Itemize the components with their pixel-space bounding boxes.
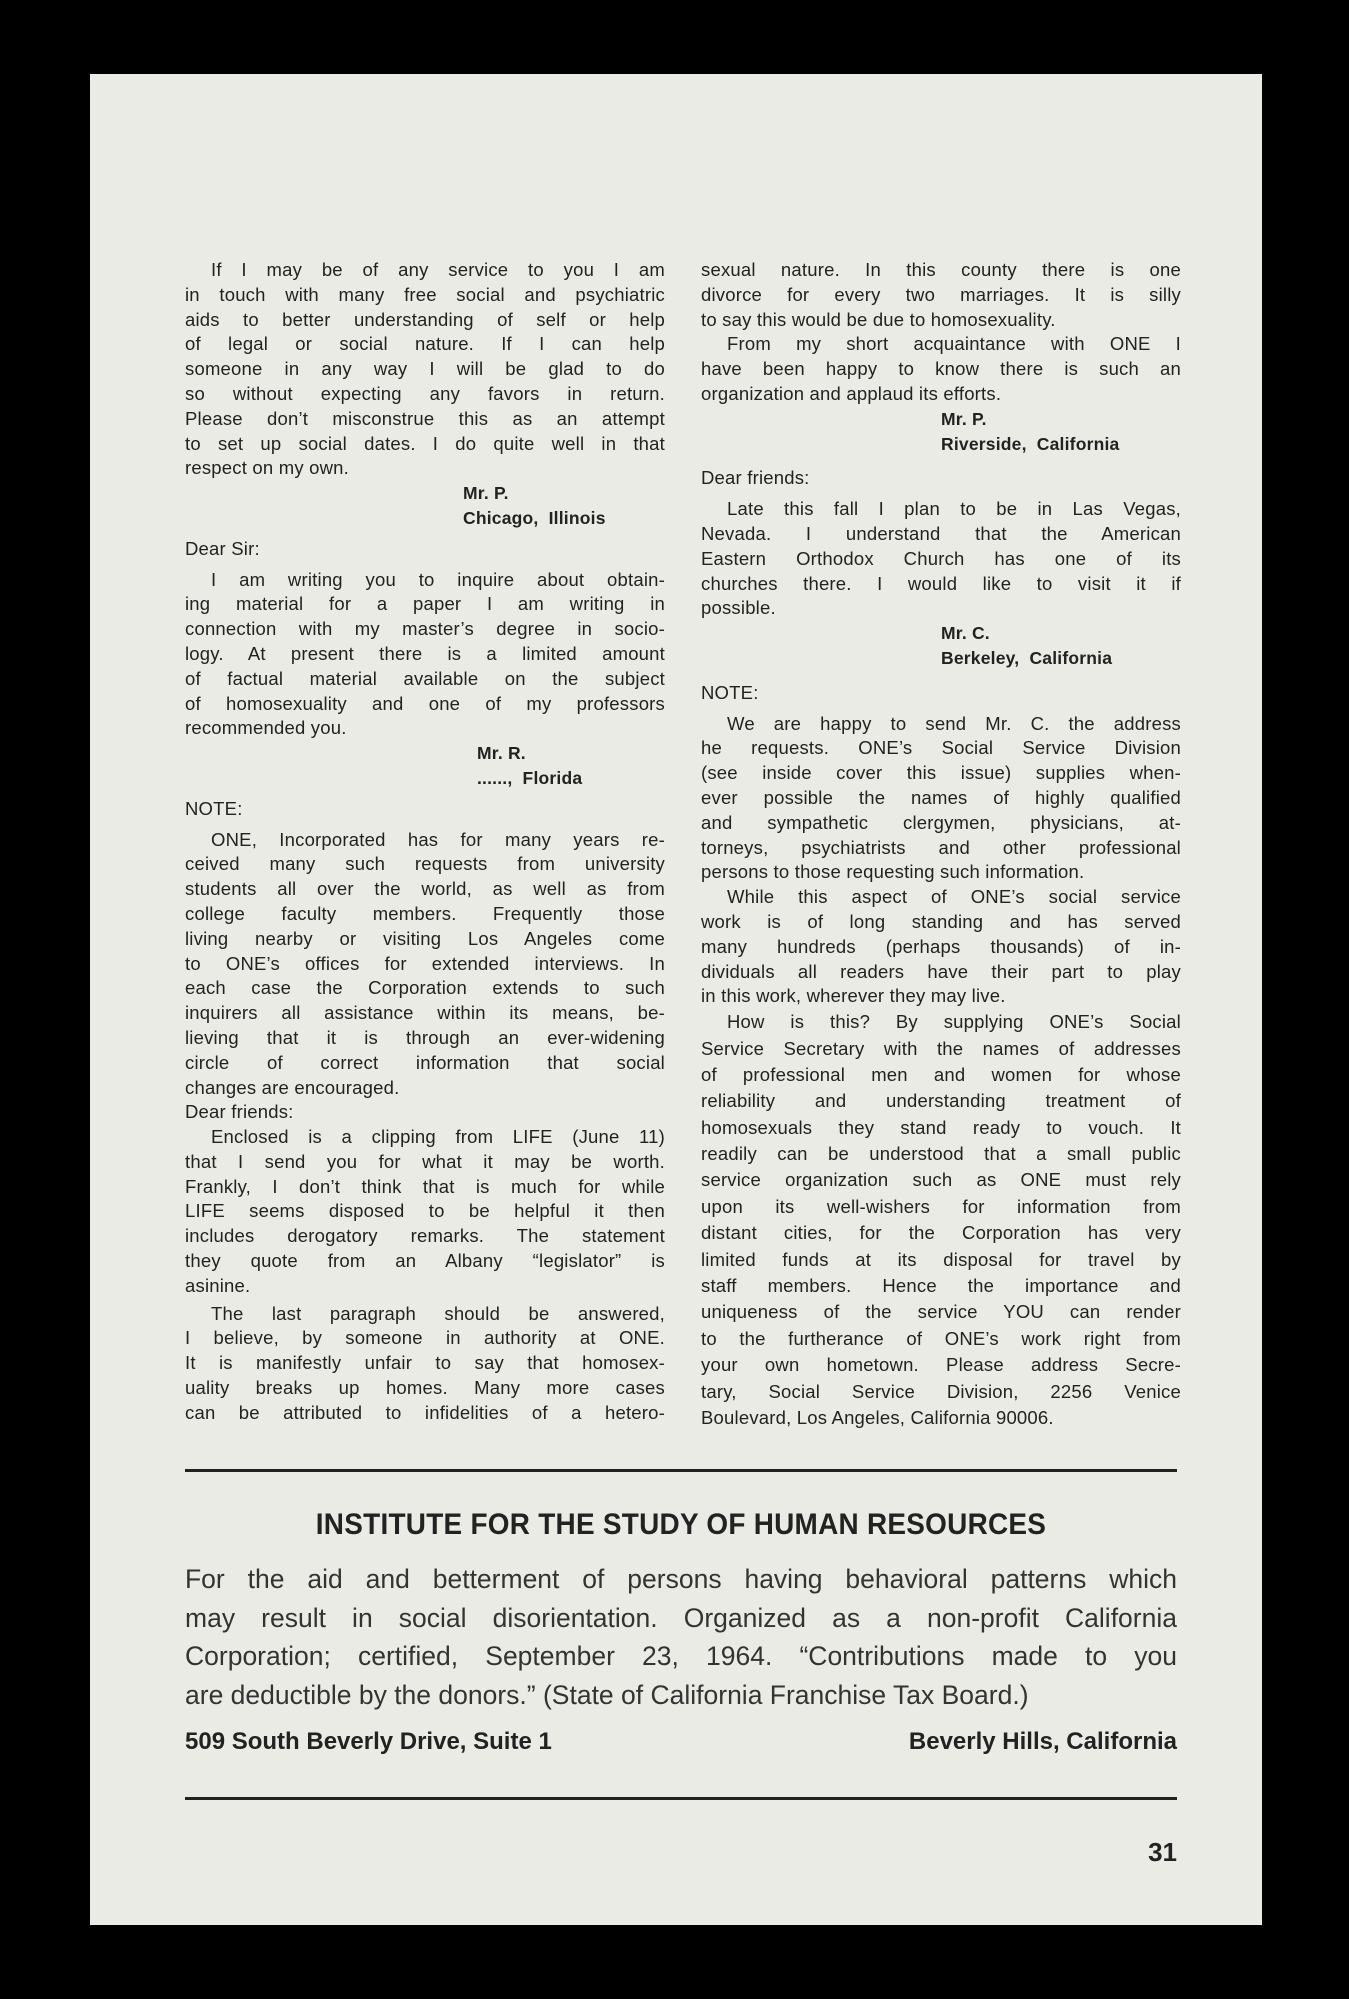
text-line: asinine. (185, 1274, 251, 1296)
text-line: he requests. ONE’s Social Service Division (701, 737, 1181, 759)
text-line: organization and applaud its efforts. (701, 382, 1002, 404)
text-line: someone in any way I will be glad to do (185, 358, 665, 380)
text-line: limited funds at its disposal for travel by (701, 1248, 1181, 1270)
text-line: It is manifestly unfair to say that homosex- (185, 1352, 665, 1374)
salutation: Dear friends: (185, 1101, 294, 1123)
bottom-divider (185, 1797, 1177, 1800)
note-paragraph (701, 712, 1181, 886)
text-line: sexual nature. In this county there is one (701, 259, 1181, 280)
text-line: to say this would be due to homosexuality. (701, 308, 1056, 330)
text-line: distant cities, for the Corporation has very (701, 1222, 1181, 1244)
text-line: ONE, Incorporated has for many years re- (211, 828, 665, 850)
text-line: The last paragraph should be answered, (211, 1302, 665, 1324)
top-divider (185, 1469, 1177, 1472)
text-line: LIFE seems disposed to be helpful it then (185, 1200, 665, 1222)
text-line: staff members. Hence the importance and (701, 1275, 1181, 1297)
left-column (185, 258, 665, 1426)
text-line: dividuals all readers have their part to play (701, 960, 1181, 982)
text-line: Enclosed is a clipping from LIFE (June 11) (211, 1126, 665, 1148)
text-line: in touch with many free social and psychiatric (185, 283, 665, 305)
text-line: inquirers all assistance within its means, be- (185, 1002, 665, 1024)
signature-place: Riverside, California (941, 433, 1120, 454)
text-line: to ONE’s offices for extended interviews. In (185, 952, 665, 974)
text-line: can be attributed to infidelities of a hetero- (185, 1401, 665, 1423)
page-number: 31 (1148, 1837, 1177, 1867)
text-line: that I send you for what it may be worth. (185, 1150, 665, 1172)
letter-paragraph (701, 497, 1181, 621)
text-line: connection with my master’s degree in socio- (185, 618, 665, 640)
text-line: Service Secretary with the names of addresses (701, 1037, 1181, 1059)
text-line: Corporation; certified, September 23, 1964. “Contributions made to you (185, 1641, 1177, 1671)
text-line: churches there. I would like to visit it if (701, 572, 1181, 594)
signature-place: Chicago, Illinois (463, 507, 606, 528)
text-line: I am writing you to inquire about obtain- (211, 568, 665, 590)
text-line: each case the Corporation extends to such (185, 977, 665, 999)
text-line: circle of correct information that social (185, 1051, 665, 1073)
text-line: We are happy to send Mr. C. the address (727, 712, 1181, 734)
text-line: uniqueness of the service YOU can render (701, 1301, 1181, 1323)
right-column (701, 258, 1181, 1431)
text-line: While this aspect of ONE’s social service (727, 886, 1181, 908)
text-line: have been happy to know there is such an (701, 358, 1181, 380)
text-line: readily can be understood that a small public (701, 1143, 1181, 1165)
text-line: ing material for a paper I am writing in (185, 593, 665, 615)
text-line: service organization such as ONE must rely (701, 1169, 1181, 1191)
text-line: students all over the world, as well as from (185, 878, 665, 900)
letter-paragraph (185, 258, 665, 481)
text-line: How is this? By supplying ONE’s Social (727, 1011, 1181, 1033)
city-address: Beverly Hills, California (908, 1728, 1177, 1755)
letter-paragraph (185, 1125, 665, 1299)
text-line: in this work, wherever they may live. (701, 985, 1006, 1007)
text-line: of homosexuality and one of my professors (185, 692, 665, 714)
text-line: I believe, by someone in authority at ONE. (185, 1327, 665, 1349)
text-line: Nevada. I understand that the American (701, 522, 1181, 544)
signature-name: Mr. R. (477, 743, 526, 764)
text-line: recommended you. (185, 717, 347, 739)
text-line: Late this fall I plan to be in Las Vegas, (727, 498, 1181, 520)
institute-address (185, 1728, 1177, 1756)
text-line: so without expecting any favors in return. (185, 382, 665, 404)
signature (701, 621, 1181, 671)
institute-description (185, 1560, 1177, 1714)
text-line: For the aid and betterment of persons having behavioral patterns which (185, 1564, 1177, 1594)
text-line: lieving that it is through an ever-widening (185, 1026, 665, 1048)
text-line: homosexuals they stand ready to vouch. It (701, 1116, 1181, 1138)
text-line: and sympathetic clergymen, physicians, at- (701, 811, 1181, 833)
text-line: of professional men and women for whose (701, 1063, 1181, 1085)
text-line: uality breaks up homes. Many more cases (185, 1377, 665, 1399)
text-line: many hundreds (perhaps thousands) of in- (701, 935, 1181, 957)
note-paragraph (185, 828, 665, 1101)
signature-name: Mr. P. (941, 408, 987, 429)
text-line: persons to those requesting such information. (701, 861, 1085, 883)
letter-paragraph (185, 568, 665, 742)
text-line: are deductible by the donors.” (State of California Franchise Tax Board.) (185, 1679, 1029, 1710)
text-line: tary, Social Service Division, 2256 Venice (701, 1380, 1181, 1402)
text-line: Frankly, I don’t think that is much for while (185, 1175, 665, 1197)
text-line: If I may be of any service to you I am (211, 259, 665, 280)
signature-place: Berkeley, California (941, 647, 1113, 668)
letter-paragraph (185, 1302, 665, 1426)
text-line: (see inside cover this issue) supplies when- (701, 762, 1181, 784)
text-line: to set up social dates. I do quite well in that (185, 432, 665, 454)
note-paragraph (701, 885, 1181, 1009)
text-line: torneys, psychiatrists and other professional (701, 836, 1181, 858)
note-paragraph (701, 1009, 1181, 1431)
signature (701, 407, 1181, 457)
signature-name: Mr. C. (941, 623, 990, 644)
text-line: may result in social disorientation. Organized as a non-profit California (185, 1602, 1177, 1633)
text-line: Please don’t misconstrue this as an attempt (185, 407, 665, 429)
note-label: NOTE: (701, 681, 759, 703)
text-line: divorce for every two marriages. It is silly (701, 283, 1181, 305)
text-line: includes derogatory remarks. The statement (185, 1225, 665, 1247)
text-line: possible. (701, 597, 776, 619)
text-line: Eastern Orthodox Church has one of its (701, 547, 1181, 569)
text-line: reliability and understanding treatment of (701, 1090, 1181, 1112)
magazine-page (90, 74, 1262, 1925)
text-line: they quote from an Albany “legislator” is (185, 1250, 665, 1272)
text-line: respect on my own. (185, 457, 350, 479)
text-line: changes are encouraged. (185, 1076, 400, 1098)
text-line: upon its well-wishers for information from (701, 1195, 1181, 1217)
text-line: work is of long standing and has served (701, 910, 1181, 932)
street-address: 509 South Beverly Drive, Suite 1 (185, 1728, 552, 1755)
signature-name: Mr. P. (463, 483, 509, 504)
text-line: your own hometown. Please address Secre- (701, 1354, 1181, 1376)
text-line: to the furtherance of ONE’s work right from (701, 1327, 1181, 1349)
salutation: Dear friends: (701, 467, 810, 489)
text-line: college faculty members. Frequently those (185, 902, 665, 924)
text-line: Boulevard, Los Angeles, California 90006. (701, 1406, 1054, 1428)
text-line: aids to better understanding of self or help (185, 308, 665, 330)
letter-paragraph (701, 258, 1181, 332)
institute-title: INSTITUTE FOR THE STUDY OF HUMAN RESOURCES (315, 1508, 1047, 1541)
salutation: Dear Sir: (185, 537, 260, 559)
text-line: logy. At present there is a limited amount (185, 642, 665, 664)
signature (185, 481, 665, 531)
letter-paragraph (701, 332, 1181, 406)
text-line: of legal or social nature. If I can help (185, 333, 665, 355)
signature (185, 741, 665, 791)
text-line: ceived many such requests from university (185, 853, 665, 875)
note-label: NOTE: (185, 797, 243, 819)
text-line: From my short acquaintance with ONE I (727, 333, 1181, 355)
text-line: of factual material available on the subject (185, 667, 665, 689)
signature-place: ......, Florida (477, 767, 583, 788)
text-line: living nearby or visiting Los Angeles come (185, 927, 665, 949)
text-line: ever possible the names of highly qualified (701, 786, 1181, 808)
